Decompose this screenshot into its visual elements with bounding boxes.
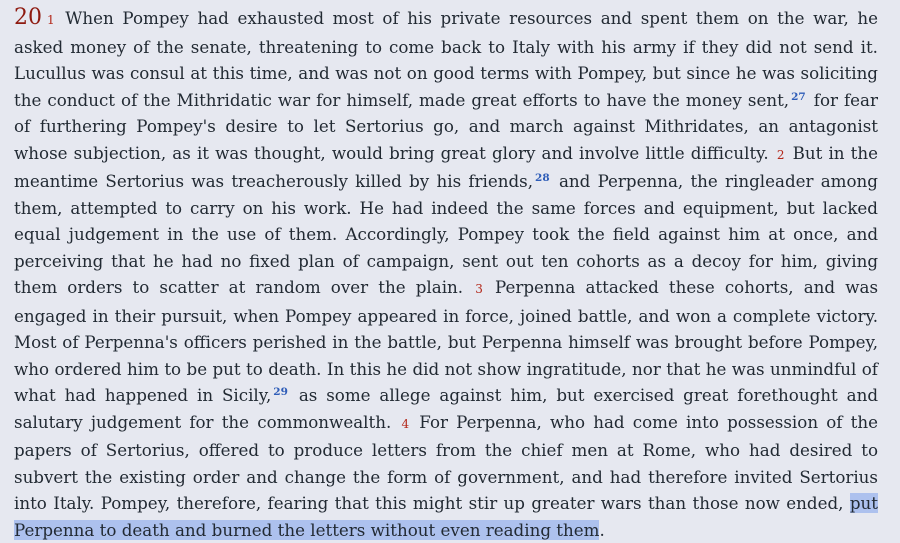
footnote-link-27[interactable]: 27	[791, 90, 806, 103]
section-number-4: 4	[401, 416, 410, 431]
section-number-3: 3	[475, 282, 483, 296]
text-segment: for fear of furthering Pompey's desire to let Sertorius go, and march against Mithridates, an antagonist whose subjection, as it was thought, would bring great glory and involve little difficulty.	[14, 89, 878, 163]
selected-text-highlight[interactable]: put Perpenna to death and burned the letters without even reading them	[14, 493, 878, 540]
chapter-text	[14, 5, 878, 543]
text-end: .	[599, 519, 605, 540]
section-number-2: 2	[776, 147, 785, 162]
text-segment: For Perpenna, who had come into possession of the papers of Sertorius, offered to produce letters from the chief men at Rome, who had desired to subvert the existing order and change the form of government, and had therefore invited Sertorius into Italy. Pompey, therefore, fearing that this might stir up greater wars than those now ended,	[14, 411, 878, 513]
text-segment: But in the meantime Sertorius was treacherously killed by his friends,	[14, 142, 878, 191]
footnote-link-28[interactable]: 28	[535, 172, 550, 184]
text-segment: as some allege against him, but exercised great forethought and salutary judgement for the commonwealth.	[14, 385, 879, 432]
text-segment: and Perpenna, the ringleader among them, attempted to carry on his work. He had indeed the same forces and equipment, but lacked equal judgement in the use of them. Accordingly, Pompey took the field against him at once, and perceiving that he had no fixed plan of campaign, sent out ten cohorts as a decoy for him, giving them orders to scatter at random over the plain.	[14, 171, 878, 297]
chapter-number: 20	[14, 5, 42, 30]
text-segment: When Pompey had exhausted most of his private resources and spent them on the war, he asked money of the senate, threatening to come back to Italy with his army if they did not send it. Lucullus was consul at this time, and was not on good terms with Pompey, but since he was soliciting the conduct of the Mithridatic war for himself, made great efforts to have the money sent,	[14, 8, 879, 110]
text-segment: Perpenna attacked these cohorts, and was engaged in their pursuit, when Pompey appeared in force, joined battle, and won a complete victory. Most of Perpenna's officers perished in the battle, but Perpenna himself was brought before Pompey, who ordered him to be put to death. In this he did not show ingratitude, nor that he was unmindful of what had happened in Sicily,	[14, 277, 879, 405]
footnote-link-29[interactable]: 29	[273, 386, 288, 398]
section-number-1: 1	[47, 13, 55, 27]
